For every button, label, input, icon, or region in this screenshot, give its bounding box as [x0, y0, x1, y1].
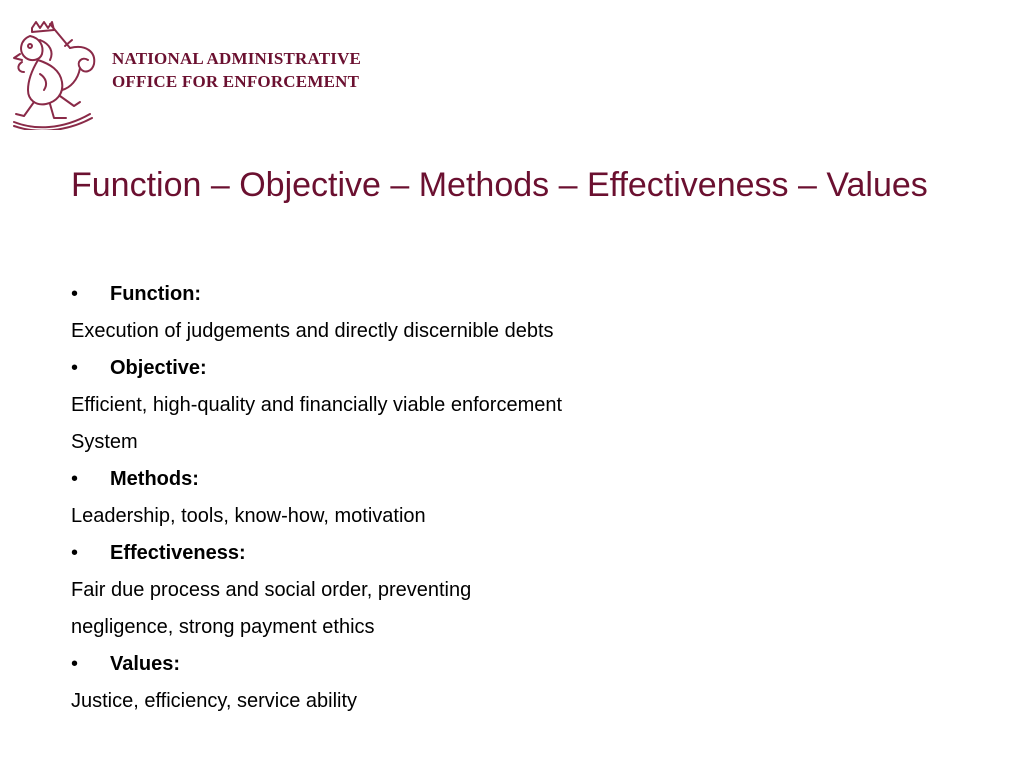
- section-text-objective-1: Efficient, high-quality and financially viable enforcement: [71, 394, 563, 416]
- bullet-item-effectiveness: [71, 538, 951, 575]
- section-text-function: Execution of judgements and directly discernible debts: [71, 320, 554, 342]
- slide-title: Function – Objective – Methods – Effectiveness – Values: [71, 166, 928, 204]
- lion-coat-of-arms-icon: [10, 18, 102, 130]
- bullet-glyph: •: [71, 542, 79, 564]
- bullet-item-values: [71, 649, 951, 686]
- section-text-objective-2: System: [71, 431, 138, 453]
- bullet-glyph: •: [71, 653, 79, 675]
- section-heading-objective: Objective:: [110, 357, 207, 379]
- organization-name-line-1: NATIONAL ADMINISTRATIVE: [112, 49, 362, 68]
- slide-body: [71, 279, 951, 723]
- bullet-item-objective: [71, 353, 951, 390]
- section-text-effectiveness-2: negligence, strong payment ethics: [71, 616, 375, 638]
- organization-name: [112, 47, 361, 93]
- section-heading-effectiveness: Effectiveness:: [110, 542, 246, 564]
- bullet-glyph: •: [71, 283, 79, 305]
- bullet-glyph: •: [71, 357, 79, 379]
- section-text-methods: Leadership, tools, know-how, motivation: [71, 505, 426, 527]
- bullet-glyph: •: [71, 468, 79, 490]
- section-text-effectiveness-1: Fair due process and social order, preventing: [71, 579, 472, 601]
- section-heading-function: Function:: [110, 283, 202, 305]
- section-text-values: Justice, efficiency, service ability: [71, 690, 358, 712]
- section-heading-methods: Methods:: [110, 468, 199, 490]
- bullet-item-methods: [71, 464, 951, 501]
- organization-name-line-2: OFFICE FOR ENFORCEMENT: [112, 72, 360, 91]
- bullet-item-function: [71, 279, 951, 316]
- section-heading-values: Values:: [110, 653, 181, 675]
